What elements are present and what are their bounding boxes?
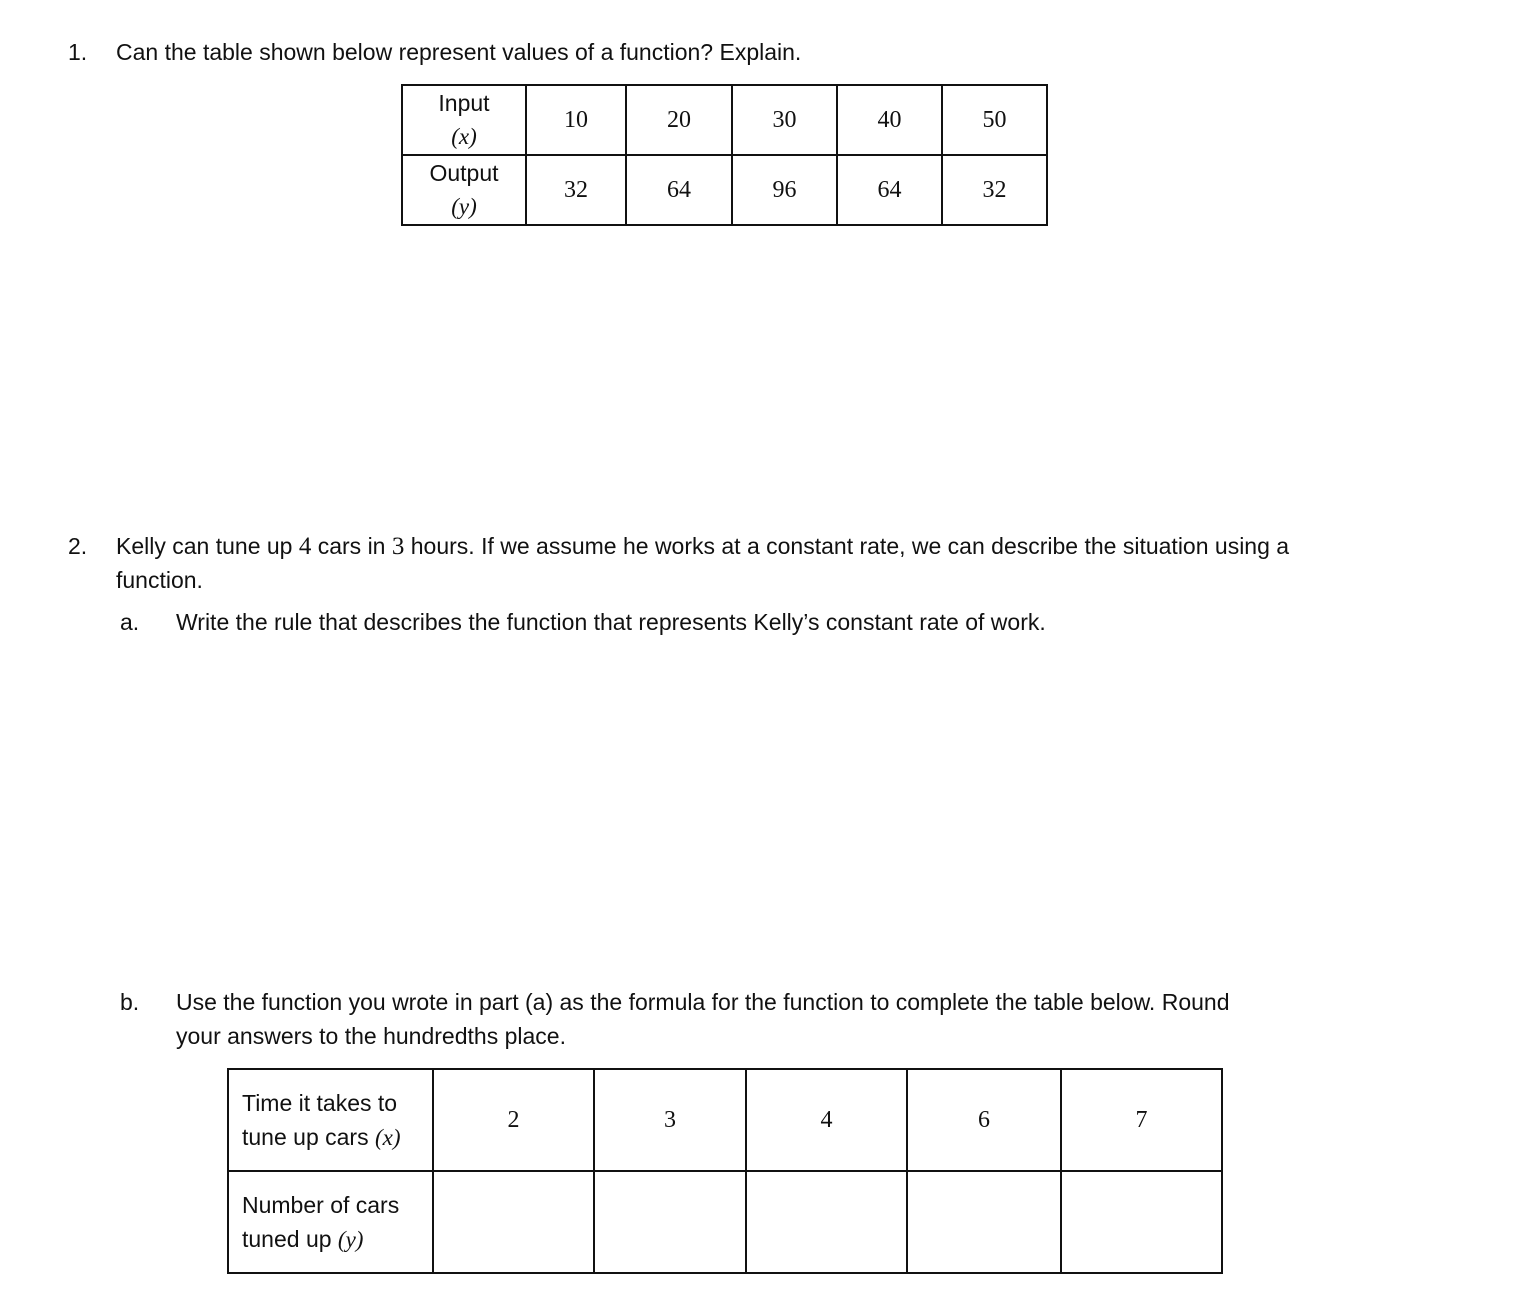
q2-answer-cell[interactable] [746,1171,907,1273]
q1-output-cell: 64 [837,155,942,225]
q2-time-cell: 2 [433,1069,594,1171]
q2-text-part: Kelly can tune up [116,533,299,559]
q2-time-cell: 7 [1061,1069,1222,1171]
q1-output-row [402,155,1047,225]
q1-text: Can the table shown below represent values of a function? Explain. [116,39,802,65]
q2-text-line1 [116,529,1289,564]
q2b-text-line1: Use the function you wrote in part (a) as the formula for the function to complete the table below. Round [176,989,1230,1015]
q1-output-cell: 32 [942,155,1047,225]
q2-time-var: (x) [374,1124,401,1150]
q1-input-cell: 20 [626,85,732,155]
q2-answer-cell[interactable] [907,1171,1061,1273]
q2-cars-header [228,1171,433,1273]
q2-table [227,1068,1223,1274]
q1-input-label: Input [438,90,490,116]
q1-input-var: (x) [451,124,477,149]
q1-input-cell: 50 [942,85,1047,155]
q1-number: 1. [68,39,88,65]
q2-text-part: cars in [311,533,392,559]
q1-table [401,84,1048,226]
q2-number: 2. [68,533,88,559]
q2-cars-label-line2 [242,1222,432,1257]
q2-time-cell: 6 [907,1069,1061,1171]
q1-output-cell: 64 [626,155,732,225]
q2-cars-label-line1: Number of cars [242,1191,400,1218]
q1-output-label: Output [429,160,499,186]
q1-output-cell: 32 [526,155,626,225]
q1-input-cell: 40 [837,85,942,155]
q1-output-cell: 96 [732,155,837,225]
q2-answer-cell[interactable] [433,1171,594,1273]
q2b-text-line2: your answers to the hundredths place. [176,1023,566,1049]
q1-input-cell: 10 [526,85,626,155]
q2-time-cell: 3 [594,1069,746,1171]
q1-input-row [402,85,1047,155]
q1-output-var: (y) [451,194,477,219]
q2a-label: a. [120,609,140,635]
q2a-text: Write the rule that describes the function that represents Kelly’s constant rate of work. [176,609,1046,635]
q2-cars-value: 4 [298,533,312,560]
q2-answer-cell[interactable] [594,1171,746,1273]
q2-text-part: hours. If we assume he works at a constant rate, we can describe the situation using a [404,533,1290,559]
q1-input-cell: 30 [732,85,837,155]
q2-time-header [228,1069,433,1171]
q2b-label: b. [120,989,140,1015]
q2-time-row [228,1069,1222,1171]
q2-cars-var: (y) [337,1226,364,1252]
q2-text-line2: function. [116,567,203,593]
q2-cars-label-text: tuned up [242,1225,338,1252]
q2-hours-value: 3 [391,533,405,560]
q1-input-header [402,85,526,155]
q1-output-header [402,155,526,225]
q2-time-label-text: tune up cars [242,1123,375,1150]
q2-time-cell: 4 [746,1069,907,1171]
q2-time-label-line1: Time it takes to [242,1089,398,1116]
q2-time-label-line2 [242,1120,432,1155]
q2-answer-cell[interactable] [1061,1171,1222,1273]
q2-cars-row [228,1171,1222,1273]
